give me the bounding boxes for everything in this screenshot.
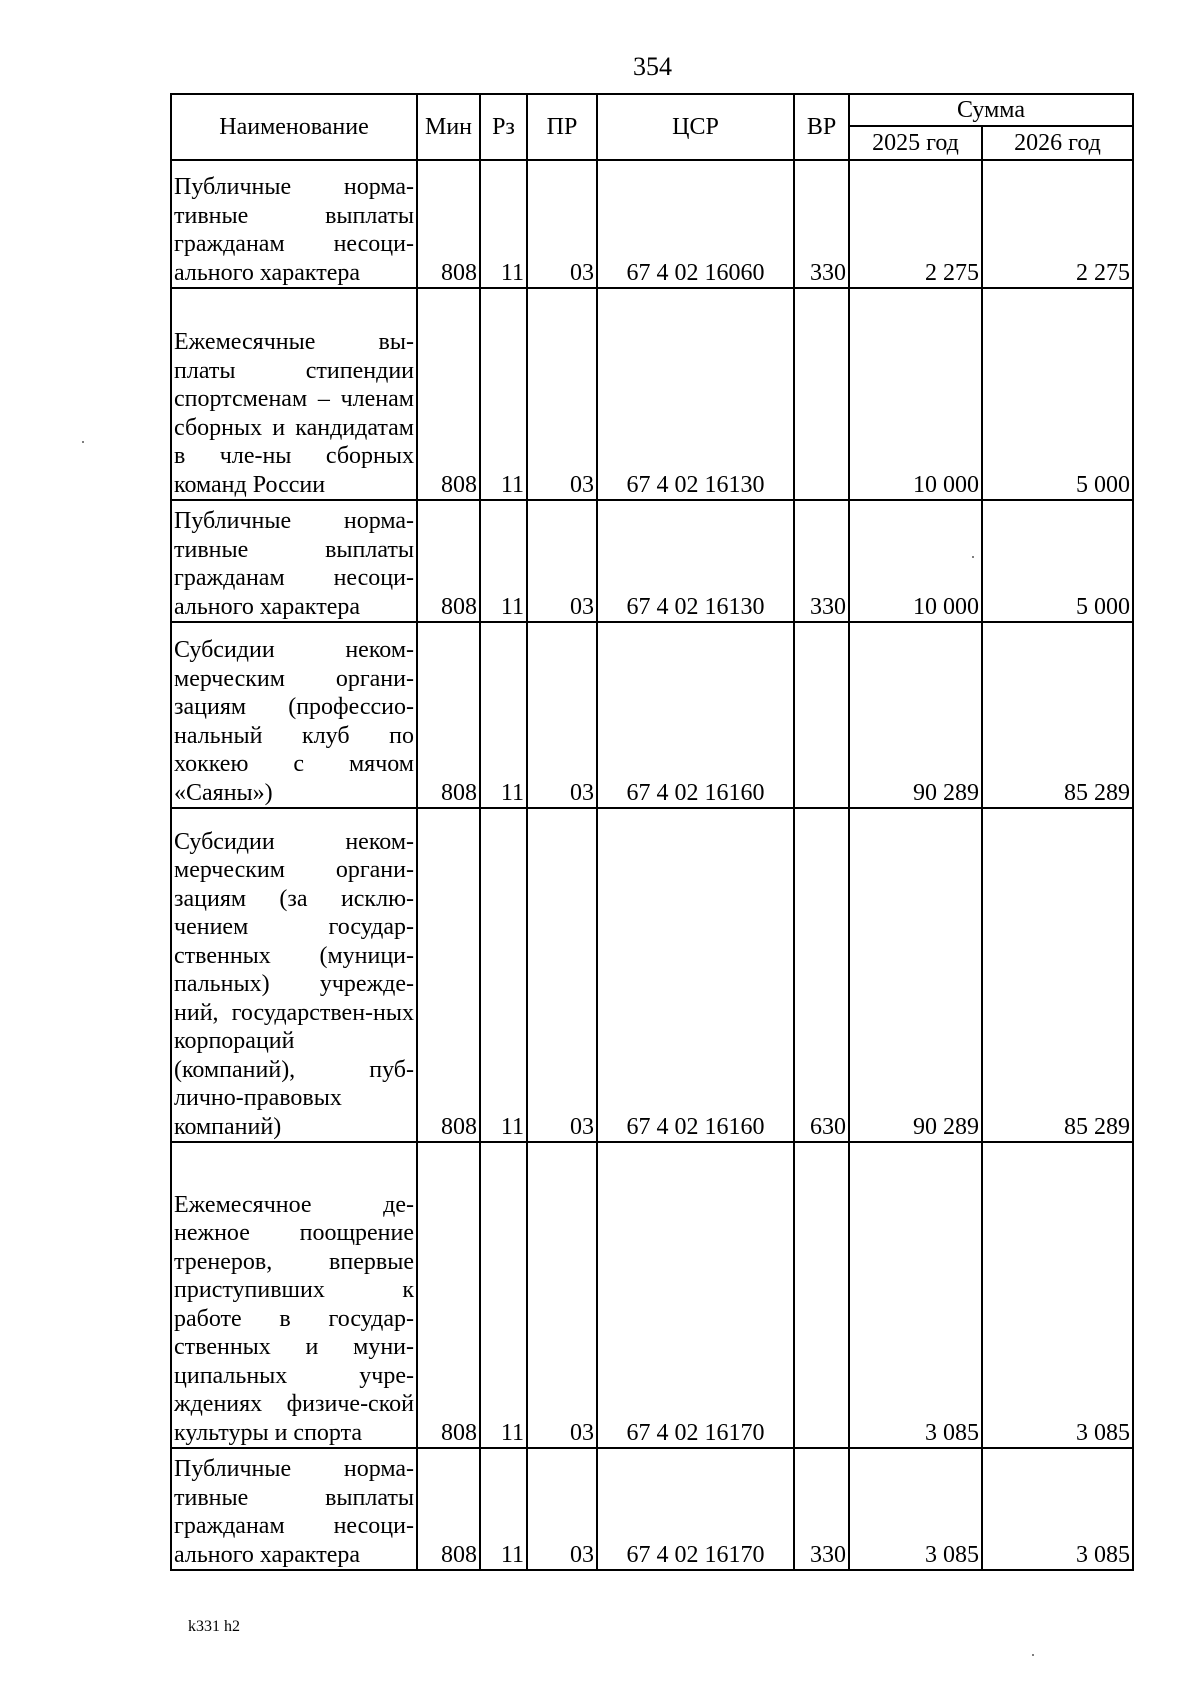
header-name: Наименование [171, 94, 417, 160]
row-vr: 330 [794, 500, 849, 622]
row-amount-2025: 90 289 [849, 622, 982, 808]
row-min: 808 [417, 160, 480, 288]
row-csr: 67 4 02 16160 [597, 622, 794, 808]
row-pr: 03 [527, 1448, 597, 1570]
row-vr: 630 [794, 808, 849, 1142]
row-vr: 330 [794, 1448, 849, 1570]
row-min: 808 [417, 1448, 480, 1570]
header-year-2026: 2026 год [982, 126, 1133, 160]
row-csr: 67 4 02 16130 [597, 500, 794, 622]
scan-speck [1032, 1654, 1034, 1656]
header-vr: ВР [794, 94, 849, 160]
row-rz: 11 [480, 808, 527, 1142]
row-vr [794, 288, 849, 500]
row-name: Субсидии неком-мерческим органи-зациям (за исклю-чением государ-ственных (муници-пальных) учрежде-ний, государствен-ных корпораций (компаний), пуб-лично-правовых компаний) [171, 808, 417, 1142]
row-name: Субсидии неком-мерческим органи-зациям (профессио-нальный клуб по хоккею с мячом «Саяны») [171, 622, 417, 808]
row-csr: 67 4 02 16130 [597, 288, 794, 500]
table-row [171, 288, 1133, 500]
row-amount-2025: 90 289 [849, 808, 982, 1142]
row-vr: 330 [794, 160, 849, 288]
row-name: Публичные норма-тивные выплаты гражданам несоци-ального характера [171, 1448, 417, 1570]
row-pr: 03 [527, 1142, 597, 1448]
row-min: 808 [417, 500, 480, 622]
row-rz: 11 [480, 622, 527, 808]
row-amount-2026: 3 085 [982, 1142, 1133, 1448]
header-csr: ЦСР [597, 94, 794, 160]
row-csr: 67 4 02 16170 [597, 1448, 794, 1570]
header-sum: Сумма [849, 94, 1133, 126]
row-rz: 11 [480, 288, 527, 500]
row-pr: 03 [527, 808, 597, 1142]
table-row [171, 1142, 1133, 1448]
row-rz: 11 [480, 1142, 527, 1448]
row-amount-2026: 85 289 [982, 808, 1133, 1142]
row-csr: 67 4 02 16170 [597, 1142, 794, 1448]
row-name: Ежемесячное де-нежное поощрение тренеров, впервые приступивших к работе в государ-ственных и муни-ципальных учре-ждениях физиче-ской культуры и спорта [171, 1142, 417, 1448]
page-number: 354 [633, 52, 672, 81]
table-row [171, 808, 1133, 1142]
row-name: Публичные норма-тивные выплаты гражданам несоци-ального характера [171, 500, 417, 622]
row-name: Публичные норма-тивные выплаты гражданам несоци-ального характера [171, 160, 417, 288]
row-rz: 11 [480, 160, 527, 288]
row-amount-2025: 3 085 [849, 1142, 982, 1448]
header-pr: ПР [527, 94, 597, 160]
row-csr: 67 4 02 16160 [597, 808, 794, 1142]
row-min: 808 [417, 622, 480, 808]
row-min: 808 [417, 288, 480, 500]
budget-table [170, 93, 1134, 1571]
row-vr [794, 622, 849, 808]
row-pr: 03 [527, 500, 597, 622]
header-year-2025: 2025 год [849, 126, 982, 160]
row-amount-2025: 10 000 [849, 500, 982, 622]
row-amount-2025: 2 275 [849, 160, 982, 288]
row-amount-2026: 3 085 [982, 1448, 1133, 1570]
row-min: 808 [417, 1142, 480, 1448]
footer-code: k331 h2 [188, 1618, 240, 1635]
scan-speck [82, 441, 84, 443]
row-amount-2026: 2 275 [982, 160, 1133, 288]
row-amount-2025: 3 085 [849, 1448, 982, 1570]
row-rz: 11 [480, 1448, 527, 1570]
row-pr: 03 [527, 288, 597, 500]
row-amount-2025: 10 000 [849, 288, 982, 500]
row-rz: 11 [480, 500, 527, 622]
header-rz: Рз [480, 94, 527, 160]
row-vr [794, 1142, 849, 1448]
header-min: Мин [417, 94, 480, 160]
table-row [171, 500, 1133, 622]
row-min: 808 [417, 808, 480, 1142]
table-row [171, 1448, 1133, 1570]
row-amount-2026: 5 000 [982, 500, 1133, 622]
row-name: Ежемесячные вы-платы стипендии спортсменам – членам сборных и кандидатам в чле-ны сборных команд России [171, 288, 417, 500]
table-row [171, 622, 1133, 808]
row-pr: 03 [527, 622, 597, 808]
row-csr: 67 4 02 16060 [597, 160, 794, 288]
table-row [171, 160, 1133, 288]
row-amount-2026: 5 000 [982, 288, 1133, 500]
row-amount-2026: 85 289 [982, 622, 1133, 808]
row-pr: 03 [527, 160, 597, 288]
scan-speck [972, 556, 974, 558]
